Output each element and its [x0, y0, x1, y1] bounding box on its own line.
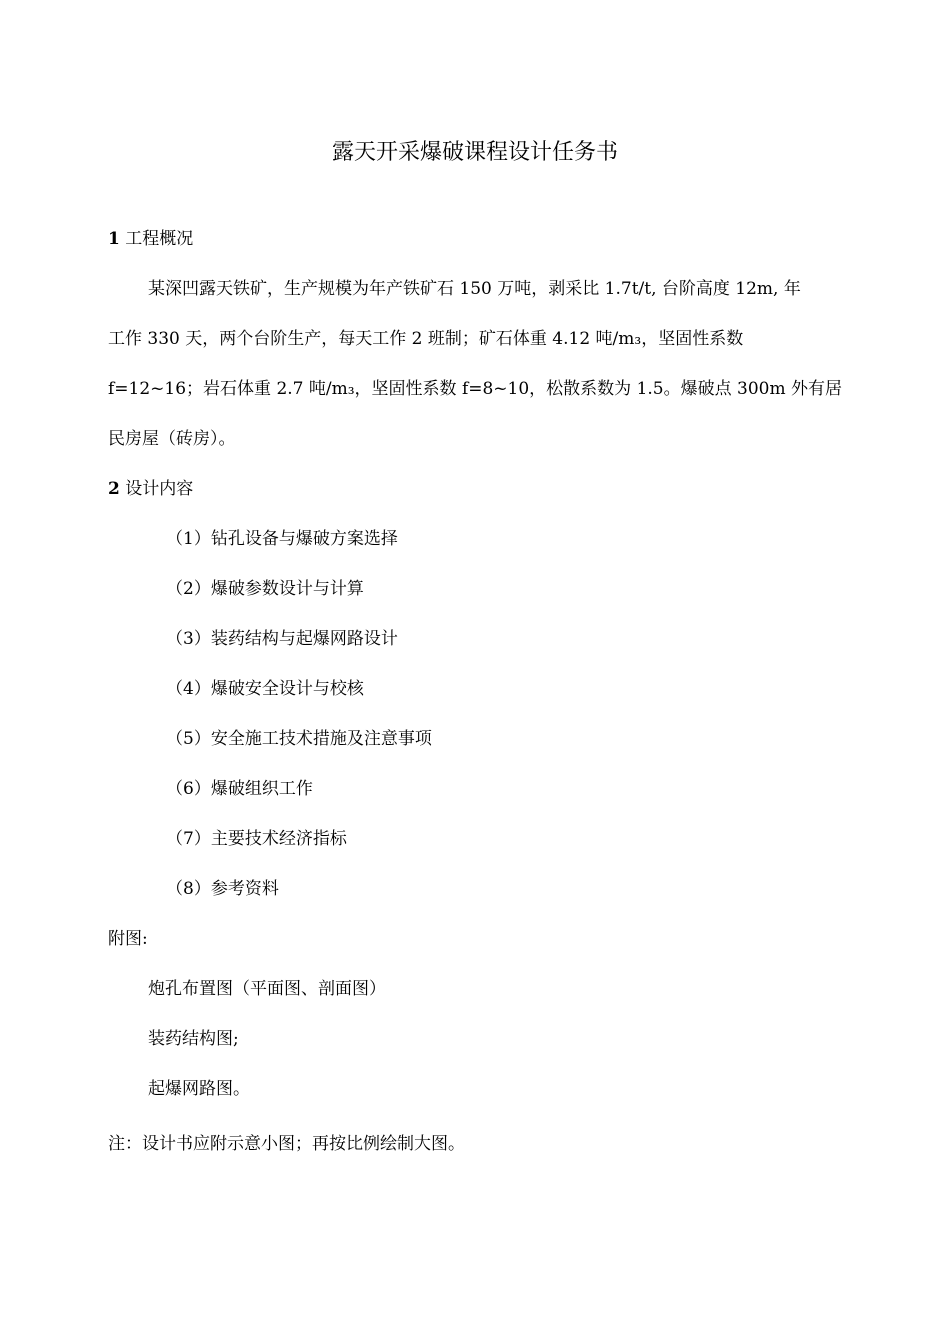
section-2-title: 设计内容 — [125, 479, 194, 499]
appendix-item: 炮孔布置图（平面图、剖面图） — [148, 979, 386, 999]
appendix-item: 起爆网路图。 — [148, 1079, 250, 1099]
list-item: （7）主要技术经济指标 — [166, 829, 347, 849]
paragraph-line-3: f=12~16；岩石体重 2.7 吨/m₃，坚固性系数 f=8~10，松散系数为 1.5。爆破点 300m 外有居 — [108, 379, 842, 399]
list-item: （1）钻孔设备与爆破方案选择 — [166, 529, 398, 549]
section-1-number: 1 — [108, 229, 120, 249]
paragraph-line-4: 民房屋（砖房）。 — [108, 429, 236, 449]
list-item: （4）爆破安全设计与校核 — [166, 679, 364, 699]
list-item: （6）爆破组织工作 — [166, 779, 313, 799]
list-item: （2）爆破参数设计与计算 — [166, 579, 364, 599]
list-item: （3）装药结构与起爆网路设计 — [166, 629, 398, 649]
footnote: 注：设计书应附示意小图；再按比例绘制大图。 — [108, 1134, 465, 1154]
paragraph-line-1: 某深凹露天铁矿，生产规模为年产铁矿石 150 万吨，剥采比 1.7t/t, 台阶高度 12m, 年 — [148, 279, 801, 299]
appendix-item: 装药结构图; — [148, 1029, 239, 1049]
document-title: 露天开采爆破课程设计任务书 — [331, 140, 618, 165]
section-2-heading — [108, 476, 193, 502]
list-item: （8）参考资料 — [166, 879, 279, 899]
section-1-title: 工程概况 — [125, 229, 194, 249]
section-1-heading — [108, 226, 193, 252]
appendix-label: 附图: — [108, 929, 148, 949]
paragraph-line-2: 工作 330 天，两个台阶生产，每天工作 2 班制；矿石体重 4.12 吨/m₃，坚固性系数 — [108, 329, 744, 349]
list-item: （5）安全施工技术措施及注意事项 — [166, 729, 432, 749]
section-2-number: 2 — [108, 479, 120, 499]
